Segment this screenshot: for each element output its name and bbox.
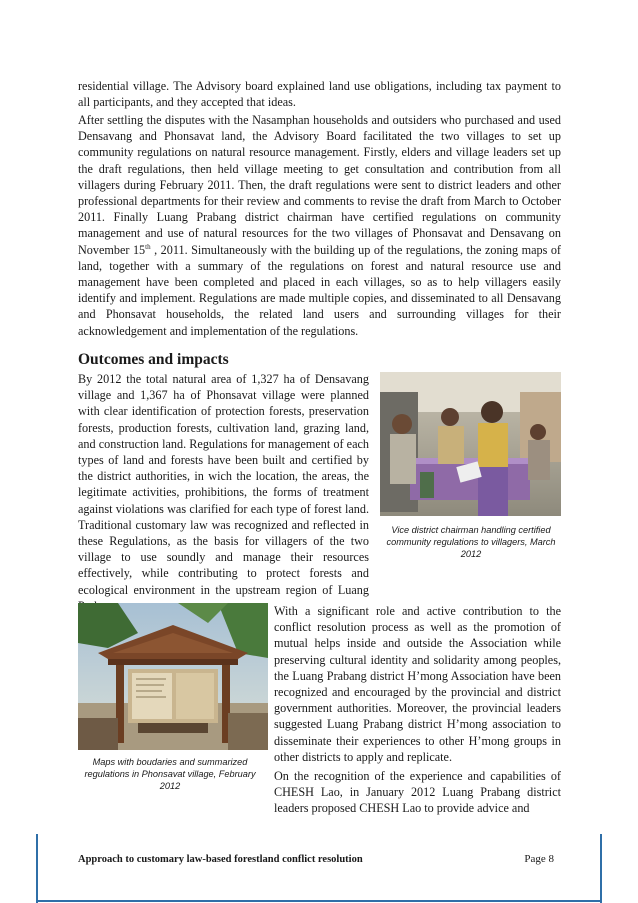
paragraph-3: By 2012 the total natural area of 1,327 ha of Densavang village and 1,367 ha of Phonsavat village were planned with clear identification of protection forests, preservation forests, production forests, cultivation land, grazing land, and construction land. Regulations for management of each types of land and forests have been built and certified by the district authorities, in wich the location, the areas, the legitimate activities, prohibitions, the forms of treatment against violations was clarified for each type of forest land. Traditional customary law was recognized and reflected in these Regulations, as the basis for villagers of the two village to use soundly and manage their resources effectively, while contributing to protect forests and ecological environment in the upstream region of Luang (78, 372, 369, 597)
page-frame-bottom-line (36, 900, 602, 902)
photo-meeting-image (380, 372, 561, 516)
footer-page-number: Page 8 (524, 853, 554, 865)
section-heading: Outcomes and impacts (78, 351, 229, 368)
paragraph-2-text-a: After settling the disputes with the Nasamphan households and outsiders who purchased and used Densavang and Phonsavat land, the Advisory Board facilitated the two villages to set up community regulations on natural resource management. Firstly, elders and village leaders set up the draft regulations, then held village meeting to get consultation and contribution from all villagers during February 2011. Then, the draft regulations were sent to district leaders and other professional departments for their review and comments to revise the draft from March to October 2011. Finally Luang Prabang district chairman have certified regulations on community management and use of natural resources for the two villages of Phonsavat and Densavang on November 15 (78, 113, 561, 257)
paragraph-2-superscript: th (145, 242, 151, 251)
caption-signboard-photo: Maps with boudaries and summarized regulations in Phonsavat village, February 2012 (84, 757, 256, 791)
paragraph-2-text-b: , 2011. Simultaneously with the building up of the regulations, the zoning maps of land, together with a summary of the regulations on forest and natural resource use and management have been completed and placed in each villages, so as to help villagers easily identify and implement. Regulations are made multiple copies, and disseminated to all Densavang and Phonsavat households, the related land users and surrounding villages for their acknowledgement and implementation of the regulations. (78, 242, 561, 338)
paragraph-1: residential village. The Advisory board explained land use obligations, including tax payment to all participants, and they accepted that ideas. (78, 79, 561, 110)
photo-signboard (78, 603, 268, 750)
photo-meeting (380, 372, 561, 516)
photo-signboard-image (78, 603, 268, 750)
caption-meeting-photo: Vice district chairman handling certified community regulations to villagers, March 2012 (386, 525, 556, 559)
paragraph-4: With a significant role and active contribution to the conflict resolution process as well as the promotion of mutual helps inside and outside the Association while preserving cultural identity and solidarity among peoples, the Luang Prabang district H’mong Association have been recognized and encouraged by the provincial and district government authorities. Moreover, the provincial leaders suggested Luang Prabang district H’mong association to disseminate their experiences to other H’mong groups in other districts to apply and replicate. (274, 604, 561, 764)
footer-document-title: Approach to customary law-based forestland conflict resolution (78, 854, 363, 865)
paragraph-2 (78, 112, 561, 339)
page-frame-left-line (36, 834, 38, 903)
paragraph-5: On the recognition of the experience and capabilities of CHESH Lao, in January 2012 Luang Prabang district leaders proposed CHESH Lao to provide advice and (274, 769, 561, 816)
page-frame-right-line (600, 834, 602, 903)
